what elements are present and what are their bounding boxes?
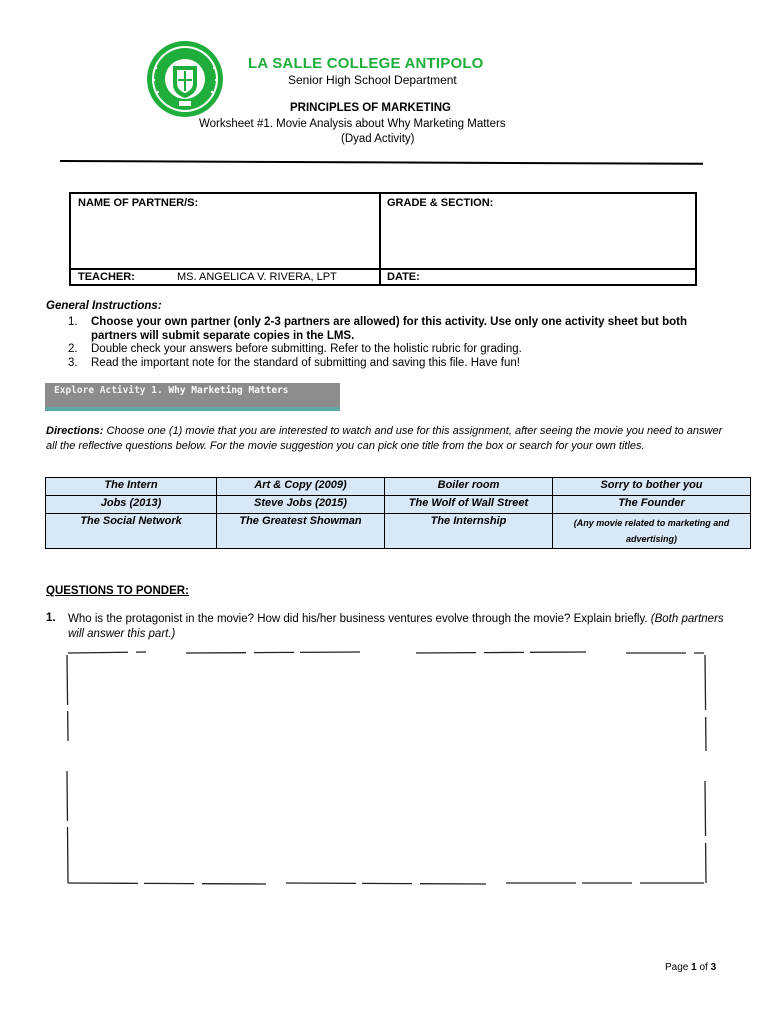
question-1-text [68,612,726,641]
explore-label: Explore Activity 1. [54,385,163,396]
instructions-list [68,316,718,370]
activity-type: (Dyad Activity) [341,133,415,145]
question-note: (Both partners will answer this part.) [68,613,724,640]
movie-title: The Greatest Showman [217,514,385,549]
student-info-table [69,192,697,286]
teacher-name: MS. ANGELICA V. RIVERA, LPT [177,271,337,283]
worksheet-title: Worksheet #1. Movie Analysis about Why Marketing Matters [199,118,506,130]
movie-title: The Founder [553,496,751,514]
instruction-text: Double check your answers before submitting. Refer to the holistic rubric for grading. [91,343,522,355]
instruction-text: Choose your own partner (only 2-3 partners are allowed) for this activity. Use only one activity sheet but both partners will submit separate copies in the LMS. [91,316,687,342]
table-divider [71,268,695,270]
explore-activity-heading [54,385,289,396]
movie-title: Art & Copy (2009) [217,478,385,496]
movie-suggestions-table [45,477,751,549]
table-row [46,496,751,514]
school-name: LA SALLE COLLEGE ANTIPOLO [248,55,484,72]
school-seal-logo [146,40,224,118]
movie-title: Sorry to bother you [553,478,751,496]
header-divider [60,160,703,165]
page-word: Page [665,962,689,973]
instruction-text: Read the important note for the standard of submitting and saving this file. Have fun! [91,356,520,369]
movie-title: Jobs (2013) [46,496,217,514]
date-label: DATE: [387,271,420,283]
list-item [68,357,718,371]
teacher-label: TEACHER: [78,271,135,283]
directions-label: Directions: [46,425,104,437]
instructions-title: General Instructions: [46,300,162,312]
table-row [46,514,751,549]
table-row [46,478,751,496]
question-text: Who is the protagonist in the movie? How did his/her business ventures evolve through the movie? Explain briefly. [68,613,648,625]
subject-title: PRINCIPLES OF MARKETING [290,102,452,114]
table-divider [379,194,381,284]
list-number: 3. [68,356,78,369]
page-current: 1 [691,962,697,973]
list-item [68,343,718,357]
page-total: 3 [710,962,717,973]
movie-title: Steve Jobs (2015) [217,496,385,514]
partner-label: NAME OF PARTNER/S: [78,197,199,209]
directions-paragraph [46,424,726,454]
list-number: 1. [68,316,78,328]
movie-title: The Wolf of Wall Street [385,496,553,514]
movie-title: The Intern [46,478,217,496]
movie-title: Boiler room [385,478,553,496]
movie-title: (Any movie related to marketing and advertising) [553,514,751,549]
department: Senior High School Department [288,73,457,87]
question-number: 1. [46,612,56,624]
list-number: 2. [68,343,78,355]
explore-title: Why Marketing Matters [168,385,289,396]
questions-title: QUESTIONS TO PONDER: [46,585,189,597]
banner-accent [45,407,340,411]
answer-box[interactable] [66,651,707,885]
movie-title: The Internship [385,514,553,549]
movie-title: The Social Network [46,514,217,549]
list-item [68,316,718,343]
directions-text: Choose one (1) movie that you are interested to watch and use for this assignment, after seeing the movie you need to answer all the reflective questions below. For the movie suggestion you can pick one title from the box or search for your own titles. [46,425,723,452]
page-number [665,962,716,973]
grade-section-label: GRADE & SECTION: [387,197,494,209]
page-of: of [699,962,708,973]
